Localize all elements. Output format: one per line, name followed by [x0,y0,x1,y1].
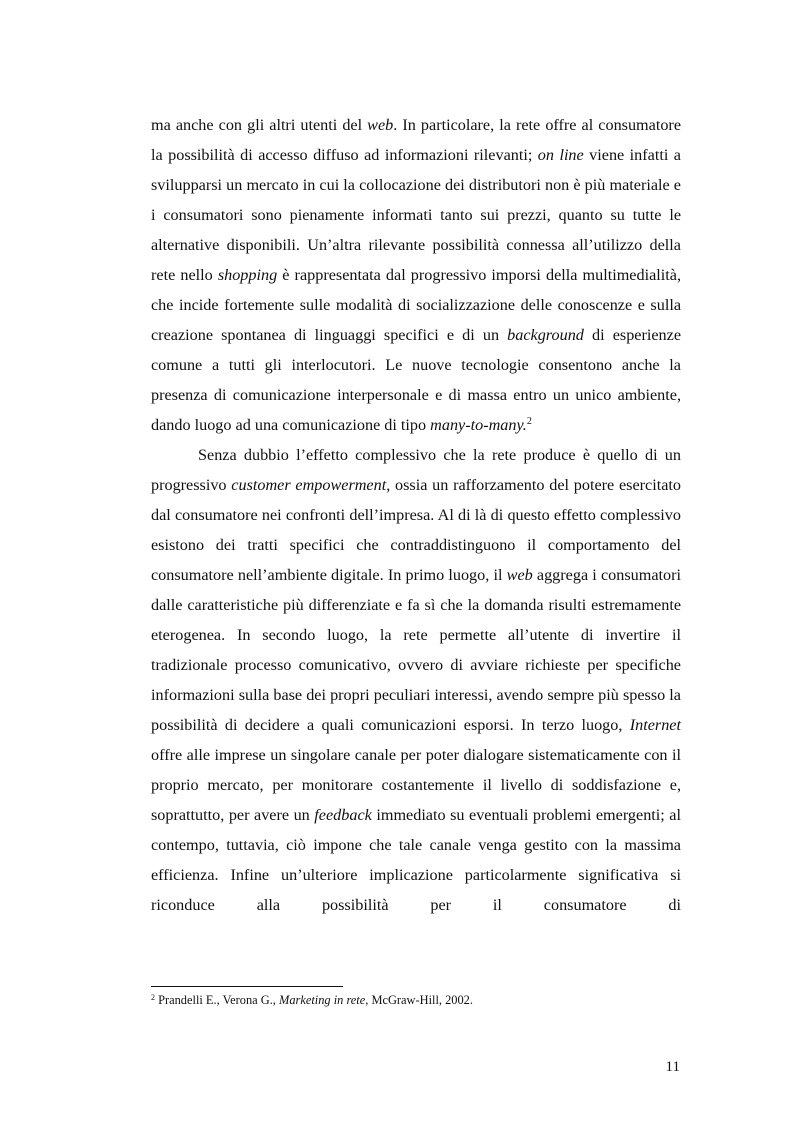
text-run: Prandelli E., Verona G., [155,993,279,1007]
italic-term: background [507,326,584,344]
text-run: viene infatti a svilupparsi un mercato in cui la collocazione dei distributori non è più materiale e i consumatori sono pienamente informati tanto sui prezzi, quanto su tutte le alternative disponibili. Un’altra rilevante possibilità connessa all’utilizzo della rete nello [151,146,681,284]
text-run: aggrega i consumatori dalle caratteristiche più differenziate e fa sì che la domanda risulti estremamente eterogenea. In secondo luogo, la rete permette all’utente di invertire il tradizionale processo comunicativo, ovvero di avviare richieste per specifiche informazioni sulla base dei propri peculiari interessi, avendo sempre più spesso la possibilità di decidere a quali comunicazioni esporsi. In terzo luogo, [151,566,682,734]
italic-term: shopping [217,266,278,284]
italic-term: on line [537,146,584,164]
page-number: 11 [665,1059,680,1075]
footnote-2 [151,992,681,1008]
italic-term: many-to-many. [430,416,527,434]
italic-term: web [506,566,533,584]
text-run: ma anche con gli altri utenti del [151,116,368,134]
text-run: , ossia un rafforzamento del potere esercitato dal consumatore nei confronti dell’impresa. Al di là di questo effetto complessivo esistono dei tratti specifici che contraddistinguono il comportamento del consumatore nell’ambiente digitale. In primo luogo, il [151,476,682,584]
footnote-marker: 2 [526,416,532,427]
italic-term: Marketing in rete [279,993,366,1007]
italic-term: feedback [314,806,372,824]
text-run: offre alle imprese un singolare canale per poter dialogare sistematicamente con il proprio mercato, per monitorare costantemente il livello di soddisfazione e, soprattutto, per avere un [151,746,681,824]
footnote-separator [151,986,343,987]
italic-term: customer empowerment [231,476,387,494]
text-run: . In particolare, la rete offre al consumatore la possibilità di accesso diffuso ad informazioni rilevanti; [151,116,681,164]
body-text [151,110,681,920]
paragraph-2 [151,440,681,920]
text-run: Senza dubbio l’effetto complessivo che la rete produce è quello di un progressivo [151,446,681,494]
text-run: , McGraw-Hill, 2002. [365,993,473,1007]
text-run: immediato su eventuali problemi emergenti; al contempo, tuttavia, ciò impone che tale canale venga gestito con la massima efficienza. Infine un’ulteriore implicazione particolarmente significativa si riconduce alla possibilità per il consumatore di [151,806,681,914]
paragraph-1 [151,110,681,440]
text-run: è rappresentata dal progressivo imporsi della multimedialità, che incide fortemente sulle modalità di socializzazione delle conoscenze e sulla creazione spontanea di linguaggi specifici e di un [151,266,681,344]
footnote-marker: 2 [151,993,155,1002]
text-run: di esperienze comune a tutti gli interlocutori. Le nuove tecnologie consentono anche la presenza di comunicazione interpersonale e di massa entro un unico ambiente, dando luogo ad una comunicazione di tipo [151,326,682,434]
italic-term: Internet [629,716,681,734]
italic-term: web [367,116,394,134]
